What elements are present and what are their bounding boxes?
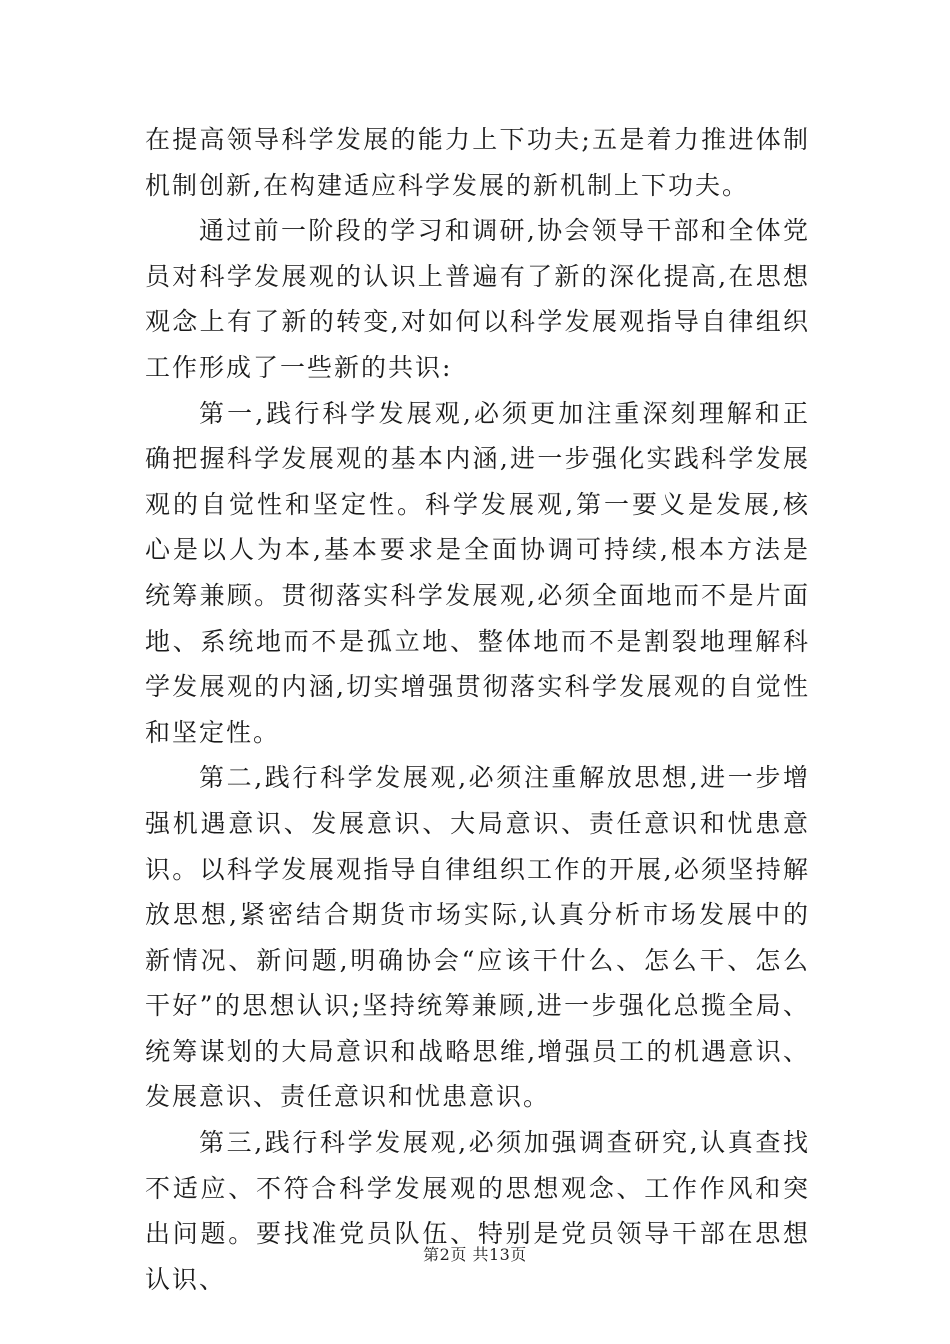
document-body <box>145 117 810 1302</box>
paragraph-2: 通过前一阶段的学习和调研,协会领导干部和全体党员对科学发展观的认识上普遍有了新的深化提高,在思想观念上有了新的转变,对如何以科学发展观指导自律组织工作形成了一些新的共识: <box>145 216 810 382</box>
page-number-footer: 第2页 共13页 <box>423 1245 527 1264</box>
paragraph-4: 第二,践行科学发展观,必须注重解放思想,进一步增强机遇意识、发展意识、大局意识、责任意识和忧患意识。以科学发展观指导自律组织工作的开展,必须坚持解放思想,紧密结合期货市场实际,认真分析市场发展中的新情况、新问题,明确协会“应该干什么、怎么干、怎么干好”的思想认识;坚持统筹兼顾,进一步强化总揽全局、统筹谋划的大局意识和战略思维,增强员工的机遇意识、发展意识、责任意识和忧患意识。 <box>145 763 810 1112</box>
paragraph-1: 在提高领导科学发展的能力上下功夫;五是着力推进体制机制创新,在构建适应科学发展的新机制上下功夫。 <box>145 125 810 200</box>
paragraph-3: 第一,践行科学发展观,必须更加注重深刻理解和正确把握科学发展观的基本内涵,进一步强化实践科学发展观的自觉性和坚定性。科学发展观,第一要义是发展,核心是以人为本,基本要求是全面协调可持续,根本方法是统筹兼顾。贯彻落实科学发展观,必须全面地而不是片面地、系统地而不是孤立地、整体地而不是割裂地理解科学发展观的内涵,切实增强贯彻落实科学发展观的自觉性和坚定性。 <box>145 398 810 747</box>
paragraph-5: 第三,践行科学发展观,必须加强调查研究,认真查找不适应、不符合科学发展观的思想观念、工作作风和突出问题。要找准党员队伍、特别是党员领导干部在思想认识、 <box>145 1128 810 1294</box>
